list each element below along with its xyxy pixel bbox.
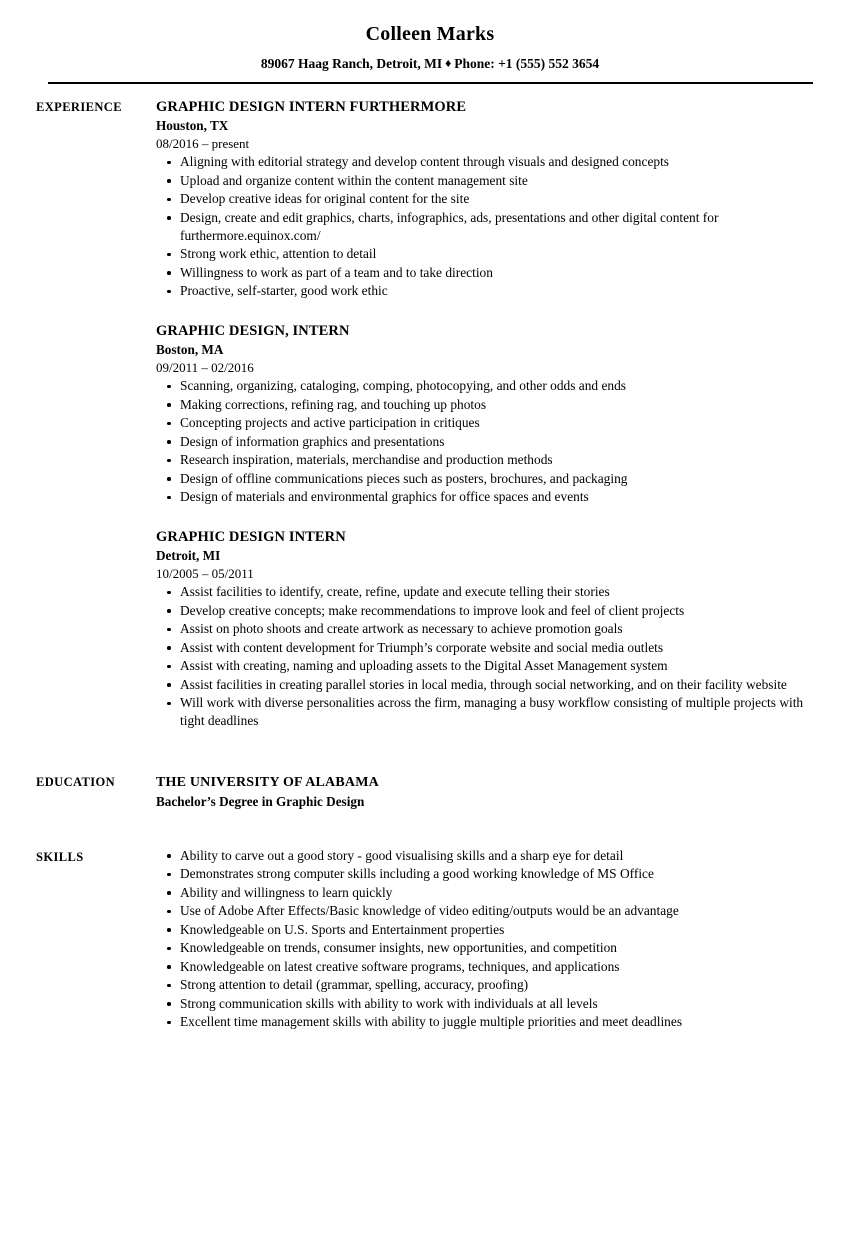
contact-address: 89067 Haag Ranch, Detroit, MI <box>260 56 443 71</box>
job-bullet: Willingness to work as part of a team and to take direction <box>156 264 822 282</box>
diamond-separator-icon: ♦ <box>445 56 452 70</box>
job-title: GRAPHIC DESIGN, INTERN <box>156 323 350 339</box>
skill-bullet: Ability and willingness to learn quickly <box>156 884 822 902</box>
job-bullet: Research inspiration, materials, merchandise and production methods <box>156 451 822 469</box>
job-bullet: Assist with content development for Triumph’s corporate website and social media outlets <box>156 639 822 657</box>
skill-bullet: Use of Adobe After Effects/Basic knowledge of video editing/outputs would be an advantage <box>156 902 822 920</box>
contact-phone: Phone: +1 (555) 552 3654 <box>454 56 600 71</box>
job-location: Houston, TX <box>156 118 229 133</box>
candidate-name: Colleen Marks <box>365 23 495 45</box>
experience-entries <box>156 98 822 731</box>
experience-entry <box>156 528 822 730</box>
skill-bullet: Excellent time management skills with ability to juggle multiple priorities and meet deadlines <box>156 1013 822 1031</box>
job-bullet: Design, create and edit graphics, charts, infographics, ads, presentations and other digital content for furthermore.equinox.com/ <box>156 209 822 245</box>
job-bullet: Design of materials and environmental graphics for office spaces and events <box>156 488 822 506</box>
skill-bullet: Demonstrates strong computer skills including a good working knowledge of MS Office <box>156 865 822 883</box>
section-skills <box>36 847 822 1032</box>
skill-bullet: Knowledgeable on trends, consumer insights, new opportunities, and competition <box>156 939 822 957</box>
skills-bullet-list <box>156 847 822 1032</box>
resume-header <box>0 0 860 84</box>
job-bullet-list <box>156 583 822 730</box>
job-bullet: Scanning, organizing, cataloging, comping, photocopying, and other odds and ends <box>156 377 822 395</box>
skill-bullet: Strong communication skills with ability to work with individuals at all levels <box>156 995 822 1013</box>
job-bullet: Aligning with editorial strategy and develop content through visuals and designed concepts <box>156 153 822 171</box>
experience-entry <box>156 98 822 300</box>
job-bullet: Upload and organize content within the content management site <box>156 172 822 190</box>
education-entries <box>156 773 822 811</box>
skill-bullet: Knowledgeable on latest creative software programs, techniques, and applications <box>156 958 822 976</box>
education-school: THE UNIVERSITY OF ALABAMA <box>156 774 379 790</box>
job-dates: 08/2016 – present <box>156 136 250 151</box>
job-bullet: Develop creative ideas for original content for the site <box>156 190 822 208</box>
job-bullet: Proactive, self-starter, good work ethic <box>156 282 822 300</box>
section-label-skills: SKILLS <box>36 849 84 864</box>
job-bullet: Design of information graphics and presentations <box>156 433 822 451</box>
skill-bullet: Ability to carve out a good story - good visualising skills and a sharp eye for detail <box>156 847 822 865</box>
skill-bullet: Strong attention to detail (grammar, spelling, accuracy, proofing) <box>156 976 822 994</box>
job-bullet-list <box>156 377 822 506</box>
section-education <box>36 773 822 811</box>
job-title: GRAPHIC DESIGN INTERN FURTHERMORE <box>156 99 467 115</box>
job-bullet: Making corrections, refining rag, and touching up photos <box>156 396 822 414</box>
skill-bullet: Knowledgeable on U.S. Sports and Entertainment properties <box>156 921 822 939</box>
section-experience <box>36 98 822 731</box>
experience-entry <box>156 322 822 506</box>
skills-entries <box>156 847 822 1032</box>
job-bullet: Assist facilities to identify, create, refine, update and execute telling their stories <box>156 583 822 601</box>
job-dates: 09/2011 – 02/2016 <box>156 360 254 375</box>
job-dates: 10/2005 – 05/2011 <box>156 566 254 581</box>
job-bullet: Develop creative concepts; make recommendations to improve look and feel of client projects <box>156 602 822 620</box>
job-bullet: Strong work ethic, attention to detail <box>156 245 822 263</box>
job-bullet: Will work with diverse personalities across the firm, managing a busy workflow consisting of multiple projects with tight deadlines <box>156 694 822 730</box>
contact-line <box>0 55 860 73</box>
job-title: GRAPHIC DESIGN INTERN <box>156 529 346 545</box>
job-bullet: Concepting projects and active participation in critiques <box>156 414 822 432</box>
resume-body <box>0 84 860 1032</box>
job-bullet: Assist on photo shoots and create artwork as necessary to achieve promotion goals <box>156 620 822 638</box>
section-label-experience: EXPERIENCE <box>36 100 122 114</box>
job-bullet: Assist with creating, naming and uploading assets to the Digital Asset Management system <box>156 657 822 675</box>
job-bullet: Assist facilities in creating parallel stories in local media, through social networking, and on their facility website <box>156 676 822 694</box>
job-bullet: Design of offline communications pieces such as posters, brochures, and packaging <box>156 470 822 488</box>
education-degree: Bachelor’s Degree in Graphic Design <box>156 793 365 809</box>
job-location: Boston, MA <box>156 342 224 357</box>
section-label-education: EDUCATION <box>36 774 116 789</box>
job-location: Detroit, MI <box>156 548 221 563</box>
job-bullet-list <box>156 153 822 300</box>
